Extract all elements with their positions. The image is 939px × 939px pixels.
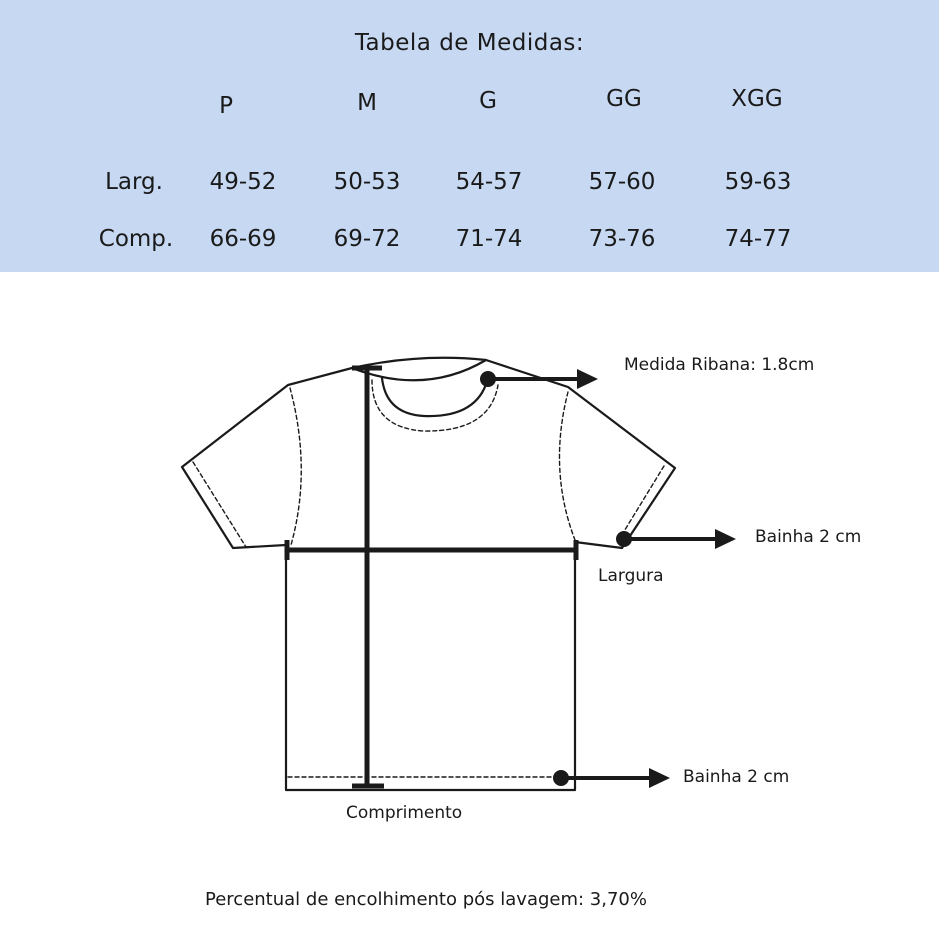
left-sleeve-hem-stitching (193, 462, 246, 547)
rib-measure-label: Medida Ribana: 1.8cm (624, 355, 815, 375)
shrinkage-note: Percentual de encolhimento pós lavagem: 3,70% (205, 889, 647, 910)
neck-stitching (372, 380, 498, 431)
size-header-g: G (479, 88, 497, 114)
sleeve-hem-pointer-arrowhead (715, 529, 736, 549)
rib-pointer-arrowhead (577, 369, 598, 389)
length-value-p: 66-69 (209, 226, 277, 252)
length-value-gg: 73-76 (588, 226, 656, 252)
size-table-title: Tabela de Medidas: (354, 30, 585, 56)
length-value-xgg: 74-77 (724, 226, 792, 252)
size-header-gg: GG (606, 86, 642, 112)
row-label-width: Larg. (105, 169, 163, 195)
width-value-xgg: 59-63 (724, 169, 792, 195)
width-value-m: 50-53 (333, 169, 401, 195)
row-label-length: Comp. (98, 226, 174, 252)
sleeve-hem-label: Bainha 2 cm (755, 527, 862, 547)
length-value-m: 69-72 (333, 226, 401, 252)
left-armhole-seam (290, 388, 301, 545)
width-value-gg: 57-60 (588, 169, 656, 195)
length-value-g: 71-74 (455, 226, 523, 252)
length-label: Comprimento (346, 803, 463, 823)
width-value-p: 49-52 (209, 169, 277, 195)
width-value-g: 54-57 (455, 169, 523, 195)
right-armhole-seam (559, 392, 575, 540)
width-label: Largura (598, 566, 664, 586)
neck-opening (382, 378, 488, 416)
size-header-p: P (219, 93, 233, 119)
size-header-xgg: XGG (731, 86, 783, 112)
size-header-m: M (357, 90, 377, 116)
bottom-hem-pointer-arrowhead (649, 768, 670, 788)
right-sleeve-hem-stitching (623, 466, 664, 533)
bottom-hem-label: Bainha 2 cm (683, 767, 790, 787)
